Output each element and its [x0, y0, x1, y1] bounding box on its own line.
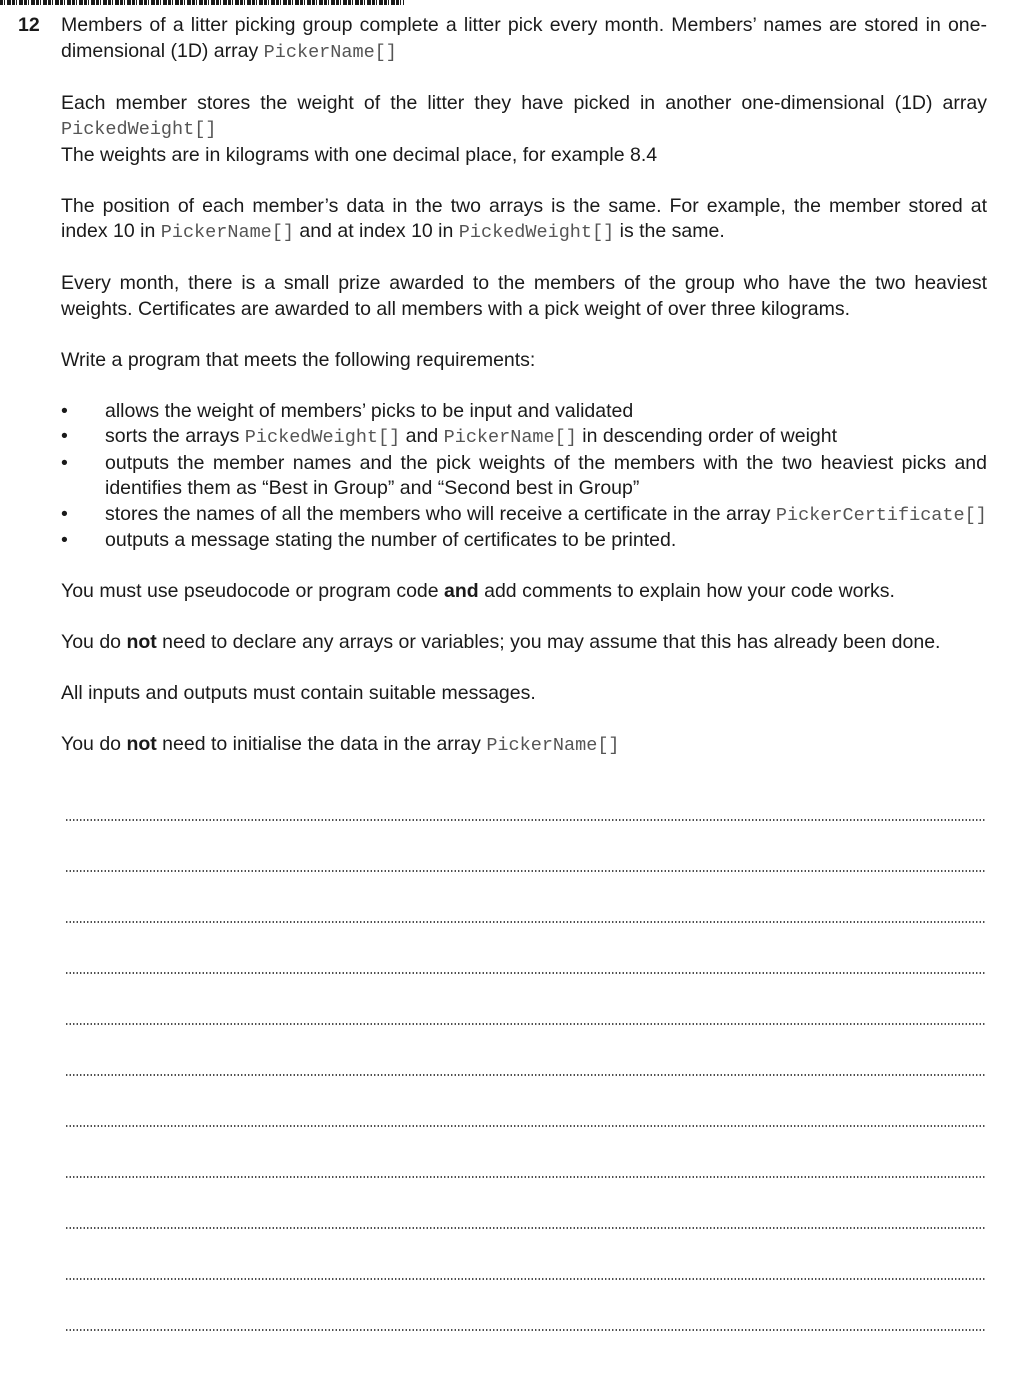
- requirement-item: • outputs the member names and the pick weights of the members with the two heaviest picks and identifies them as “Best in Group” and “Second best in Group”: [61, 451, 987, 499]
- intro-paragraph-3: The position of each member’s data in the two arrays is the same. For example, the member stored at index 10 in PickerName[] and at index 10 in PickedWeight[] is the same.: [61, 194, 987, 243]
- answer-line[interactable]: [61, 988, 987, 1039]
- answer-line[interactable]: [61, 1090, 987, 1141]
- answer-line[interactable]: [61, 784, 987, 835]
- requirement-item: • sorts the arrays PickedWeight[] and PickerName[] in descending order of weight: [61, 425, 838, 448]
- requirements-list: [61, 399, 987, 554]
- bullet-icon: •: [61, 502, 68, 525]
- code-picker-name: PickerName[]: [263, 41, 397, 63]
- code-picker-certificate: PickerCertificate[]: [775, 504, 987, 526]
- intro-paragraph-2: Each member stores the weight of the litter they have picked in another one-dimensional (1D) array PickedWeight[] The weights are in kilograms with one decimal place, for example 8.4: [61, 91, 987, 166]
- instruction-declare: You do not need to declare any arrays or variables; you may assume that this has already been done.: [61, 631, 941, 653]
- answer-line[interactable]: [61, 1243, 987, 1294]
- requirement-item: • stores the names of all the members who will receive a certificate in the array PickerCertificate[]: [61, 502, 987, 526]
- intro-paragraph-5: Write a program that meets the following requirements:: [61, 348, 536, 371]
- answer-line[interactable]: [61, 886, 987, 937]
- question-number: 12: [18, 14, 40, 36]
- answer-area[interactable]: [61, 784, 987, 1345]
- answer-line[interactable]: [61, 1039, 987, 1090]
- code-picked-weight: PickedWeight[]: [244, 427, 401, 448]
- instruction-comments: You must use pseudocode or program code and add comments to explain how your code works.: [61, 580, 895, 602]
- intro-paragraph-1: Members of a litter picking group complete a litter pick every month. Members’ names are stored in one-dimensional (1D) array PickerName[]: [61, 14, 987, 63]
- code-picker-name: PickerName[]: [443, 427, 577, 448]
- bullet-icon: •: [61, 425, 68, 447]
- instruction-initialise: You do not need to initialise the data in the array PickerName[]: [61, 733, 620, 756]
- code-picked-weight: PickedWeight[]: [458, 222, 615, 243]
- bullet-icon: •: [61, 451, 68, 474]
- intro-paragraph-4: Every month, there is a small prize awarded to the members of the group who have the two heaviest weights. Certificates are awarded to all members with a pick weight of over three kilograms.: [61, 272, 987, 320]
- requirement-item: • outputs a message stating the number of certificates to be printed.: [61, 528, 987, 554]
- code-picker-name: PickerName[]: [486, 735, 620, 756]
- answer-line[interactable]: [61, 1294, 987, 1345]
- requirement-item: • allows the weight of members’ picks to be input and validated: [61, 399, 987, 425]
- answer-line[interactable]: [61, 937, 987, 988]
- instruction-messages: All inputs and outputs must contain suitable messages.: [61, 682, 536, 704]
- code-picker-name: PickerName[]: [160, 222, 294, 243]
- barcode-strip: [0, 0, 404, 5]
- bullet-icon: •: [61, 529, 68, 551]
- code-picked-weight: PickedWeight[]: [61, 119, 217, 140]
- question-body: [61, 13, 987, 1345]
- answer-line[interactable]: [61, 1141, 987, 1192]
- answer-line[interactable]: [61, 1192, 987, 1243]
- bullet-icon: •: [61, 399, 68, 422]
- answer-line[interactable]: [61, 835, 987, 886]
